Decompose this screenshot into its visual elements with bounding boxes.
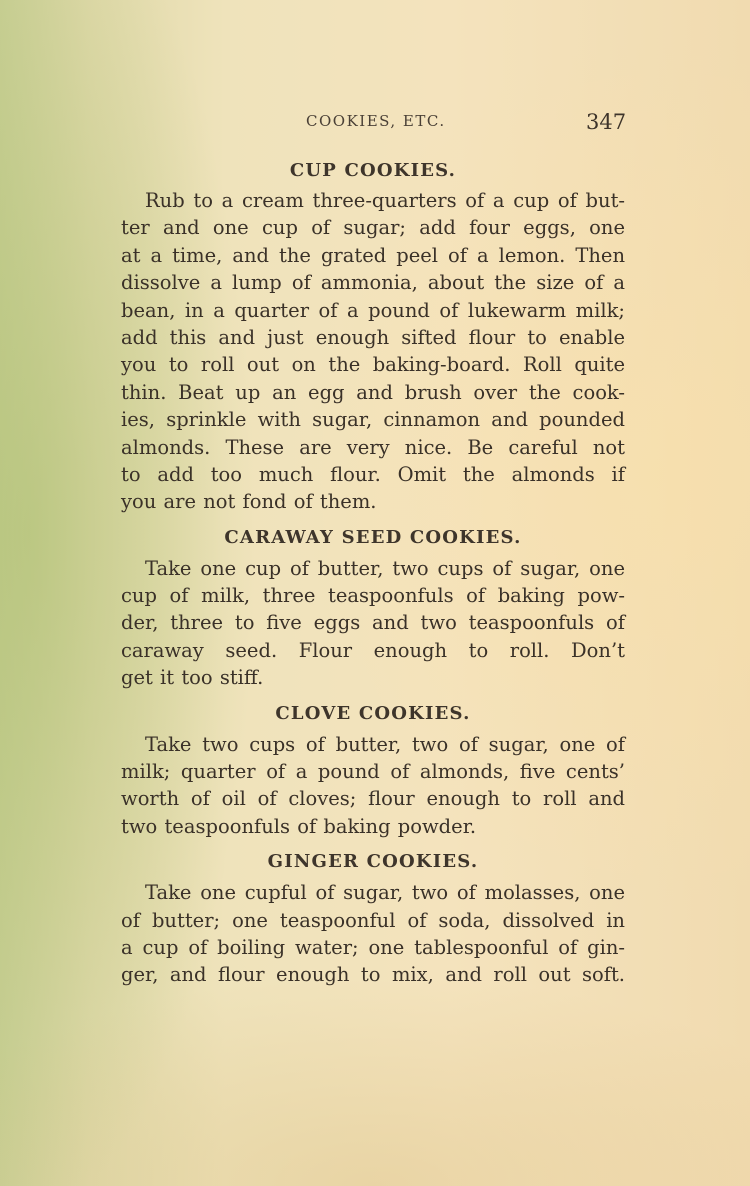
text-line: almonds. These are very nice. Be careful not (121, 435, 625, 459)
text-line: ter and one cup of sugar; add four eggs, one (121, 216, 625, 240)
text-line: dissolve a lump of ammonia, about the size of a (121, 271, 625, 295)
recipe-clove-cookies (121, 700, 625, 841)
page-text (121, 150, 625, 995)
text-line: worth of oil of cloves; flour enough to roll and (121, 787, 625, 811)
recipe-caraway-seed-cookies (121, 524, 625, 692)
text-line: caraway seed. Flour enough to roll. Don’t (121, 638, 625, 662)
text-line: Rub to a cream three-quarters of a cup of but- (145, 189, 625, 212)
text-line: Take one cup of butter, two cups of sugar, one (145, 556, 625, 580)
recipe-ginger-cookies (121, 848, 625, 989)
text-line: Take two cups of butter, two of sugar, one of (145, 732, 625, 756)
text-line: to add too much flour. Omit the almonds if (121, 462, 625, 486)
recipe-paragraph (121, 555, 625, 692)
text-line: of butter; one teaspoonful of soda, dissolved in (121, 908, 625, 932)
text-line: thin. Beat up an egg and brush over the cook- (121, 380, 625, 404)
text-line: two teaspoonfuls of baking powder. (121, 814, 477, 838)
text-line: add this and just enough sifted flour to enable (121, 325, 625, 349)
text-line: ies, sprinkle with sugar, cinnamon and pounded (121, 408, 625, 432)
text-line: at a time, and the grated peel of a lemon. Then (121, 243, 625, 267)
recipe-paragraph (121, 187, 625, 516)
recipe-heading: GINGER COOKIES. (267, 851, 479, 873)
text-line: ger, and flour enough to mix, and roll out soft. (121, 963, 625, 987)
text-line: a cup of boiling water; one tablespoonful of gin- (121, 935, 625, 959)
recipe-heading: CUP COOKIES. (289, 160, 457, 181)
text-line: milk; quarter of a pound of almonds, five cents’ (121, 760, 625, 784)
recipe-cup-cookies (121, 157, 625, 516)
text-line: der, three to five eggs and two teaspoonfuls of (121, 611, 625, 635)
text-line: cup of milk, three teaspoonfuls of baking pow- (121, 584, 625, 608)
recipe-paragraph (121, 879, 625, 989)
text-line: you are not fond of them. (121, 490, 377, 514)
recipe-heading: CLOVE COOKIES. (275, 702, 471, 724)
running-title: COOKIES, ETC. (306, 112, 446, 130)
text-line: bean, in a quarter of a pound of lukewarm milk; (121, 298, 625, 322)
page-number: 347 (586, 110, 627, 134)
recipe-heading: CARAWAY SEED COOKIES. (224, 526, 522, 548)
text-line: you to roll out on the baking-board. Roll quite (121, 353, 625, 377)
text-line: get it too stiff. (121, 666, 264, 690)
recipe-paragraph (121, 731, 625, 841)
text-line: Take one cupful of sugar, two of molasses, one (145, 881, 625, 905)
